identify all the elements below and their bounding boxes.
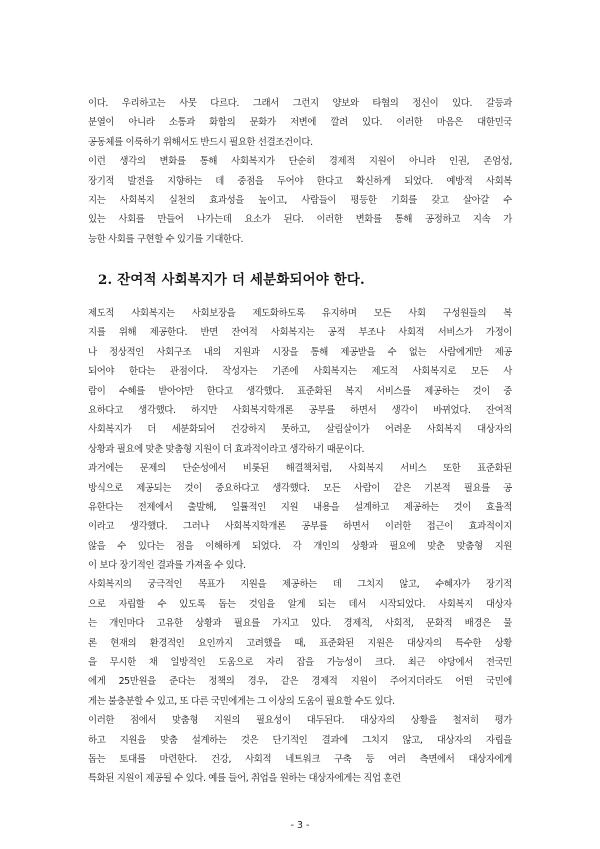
text-line: 는 개인마다 고유한 상황과 필요를 가지고 있다. 경제적, 사회적, 문화적 배경은 물 [88, 618, 512, 630]
text-line: 지를 위해 제공한다. 반면 잔여적 사회복지는 공적 부조나 사회적 서비스가 가정이 [88, 327, 512, 339]
text-line: 사회복지가 더 세분화되어 건강하지 못하고, 살림살이가 어려운 사회복지 대상자의 [88, 424, 512, 436]
text-line: 으로 자립할 수 있도록 돕는 것임을 알게 되는 데서 시작되었다. 사회복지 대상자 [88, 598, 512, 610]
text-line: 이 보다 장기적인 결과를 가져올 수 있다. [88, 560, 246, 572]
paragraph-block-2 [88, 304, 512, 789]
text-line: 유한다는 전제에서 출발해, 일률적인 지원 내용을 설계하고 제공하는 것이 효율적 [88, 501, 512, 513]
text-line: 상황과 필요에 맞춘 맞춤형 지원이 더 효과적이라고 생각하기 때문이다. [88, 443, 365, 455]
text-line: 나 정상적인 사회구조 내의 지원과 시장을 통해 제공받을 수 없는 사람에게만 제공 [88, 346, 512, 358]
text-line: 이다. 우리하고는 사뭇 다르다. 그래서 그런지 양보와 타협의 정신이 있다. 갈등과 [88, 98, 512, 109]
text-line: 게는 불충분할 수 있고, 또 다른 국민에게는 그 이상의 도움이 필요할 수도 있다. [88, 695, 395, 707]
text-line: 장기적 발전을 지향하는 데 중점을 두어야 한다고 확신하게 되었다. 예방적 사회복 [88, 175, 512, 187]
text-line: 을 무시한 채 일방적인 도움으로 자리 잡을 가능성이 크다. 최근 야당에서 전국민 [88, 657, 512, 669]
text-line: 않을 수 있다는 점을 이해하게 되었다. 각 개인의 상황과 필요에 맞춘 맞춤형 지원 [88, 540, 512, 552]
text-line: 방식으로 제공되는 것이 중요하다고 생각했다. 모든 사람이 같은 기본적 필요를 공 [88, 482, 512, 494]
text-line: 특화된 지원이 제공될 수 있다. 예를 들어, 취업을 원하는 대상자에게는 직업 훈련 [88, 773, 401, 785]
section-heading: 2. 잔여적 사회복지가 더 세분화되어야 한다. [98, 272, 365, 288]
text-line: 요하다고 생각했다. 하지만 사회복지학개론 공부를 하면서 생각이 바뀌었다. 잔여적 [88, 404, 512, 416]
text-line: 람이 수혜를 받아야만 한다고 생각했다. 표준화된 복지 서비스를 제공하는 것이 중 [88, 385, 512, 397]
text-line: 지는 사회복지 실천의 효과성을 높이고, 사람들이 평등한 기회를 갖고 살아갈 수 [88, 194, 512, 206]
paragraph-block-1 [88, 94, 512, 249]
text-line: 공동체를 이룩하기 위해서도 반드시 필요한 선결조건이다. [88, 136, 313, 148]
text-line: 제도적 사회복지는 사회보장을 제도화하도록 유지하며 모든 사회 구성원들의 복 [88, 308, 512, 319]
text-line: 과거에는 문제의 단순성에서 비롯된 해결책처럼, 사회복지 서비스 또한 표준화된 [88, 463, 512, 475]
text-line: 하고 지원을 맞춤 설계하는 것은 단기적인 결과에 그치지 않고, 대상자의 자립을 [88, 734, 512, 746]
text-line: 이러한 점에서 맞춤형 지원의 필요성이 대두된다. 대상자의 상황을 철저히 평가 [88, 715, 512, 727]
text-line: 분열이 아니라 소통과 화합의 문화가 저변에 깔려 있다. 이러한 마음은 대한민국 [88, 117, 512, 129]
text-line: 이라고 생각했다. 그러나 사회복지학개론 공부를 하면서 이러한 접근이 효과적이지 [88, 521, 512, 533]
text-line: 돕는 토대를 마련한다. 건강, 사회적 네트워크 구축 등 여러 측면에서 대상자에게 [88, 753, 512, 765]
text-line: 에게 25만원을 준다는 정책의 경우, 같은 경제적 지원이 주어지더라도 어떤 국민에 [88, 676, 512, 688]
text-line: 있는 사회를 만들어 나가는데 요소가 된다. 이러한 변화를 통해 공정하고 지속 가 [88, 214, 512, 226]
page-number: - 3 - [290, 820, 310, 831]
text-line: 론 현재의 환경적인 요인까지 고려했을 때, 표준화된 지원은 대상자의 특수한 상황 [88, 637, 512, 649]
text-line: 능한 사회를 구현할 수 있기를 기대한다. [88, 233, 244, 245]
text-line: 되어야 한다는 관점이다. 작성자는 기존에 사회복지는 제도적 사회복지로 모든 사 [88, 366, 512, 378]
text-line: 사회복지의 궁극적인 목표가 지원을 제공하는 데 그치지 않고, 수혜자가 장기적 [88, 579, 512, 591]
text-line: 이런 생각의 변화를 통해 사회복지가 단순히 경제적 지원이 아니라 인권, 존엄성, [88, 156, 512, 168]
